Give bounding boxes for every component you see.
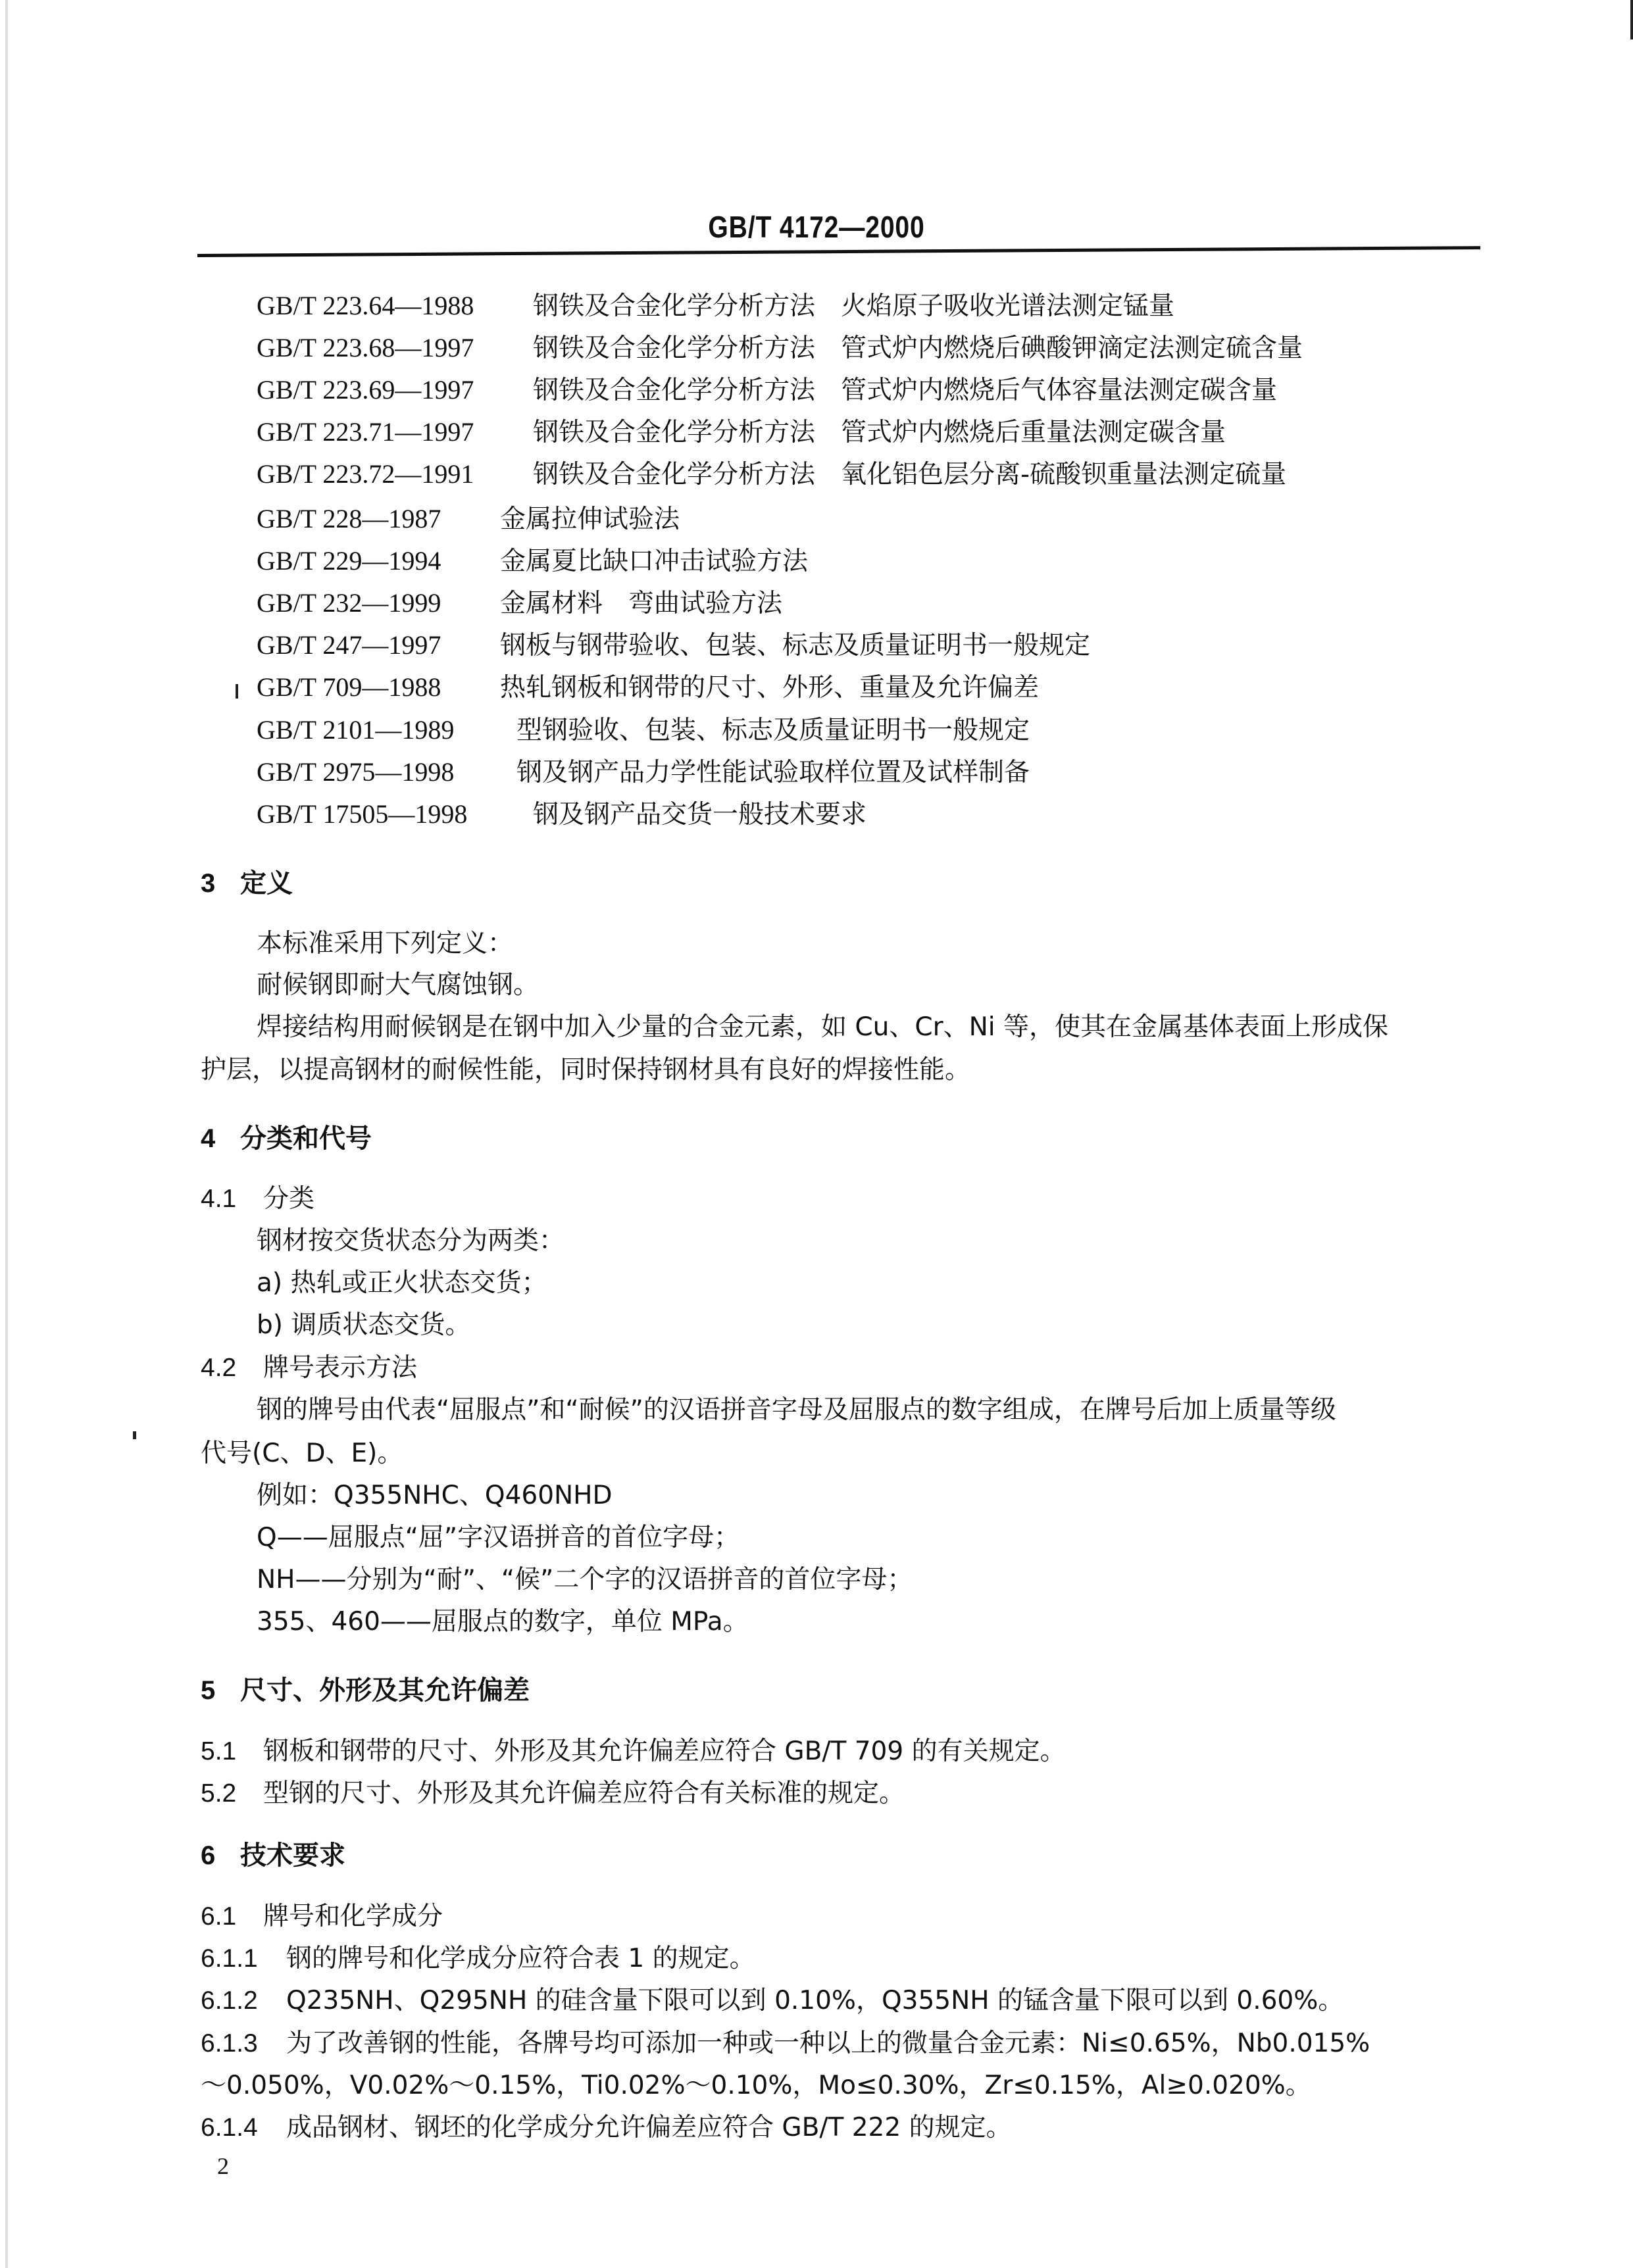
reference-item bbox=[257, 629, 1090, 662]
section-5-2: 5.2 型钢的尺寸、外形及其允许偏差应符合有关标准的规定。 bbox=[201, 1779, 905, 1808]
section-4-2-heading: 4.2 牌号表示方法 bbox=[201, 1353, 418, 1383]
reference-code: GB/T 17505—1998 bbox=[257, 799, 468, 829]
reference-item bbox=[257, 374, 1277, 407]
section-3-paragraph-line-2: 护层，以提高钢材的耐候性能，同时保持钢材具有良好的焊接性能。 bbox=[201, 1055, 971, 1085]
section-4-2-example: 例如：Q355NHC、Q460NHD bbox=[257, 1481, 613, 1510]
standard-number-header: GB/T 4172—2000 bbox=[708, 210, 925, 244]
reference-item bbox=[257, 798, 867, 831]
reference-code: GB/T 223.64—1988 bbox=[257, 291, 474, 320]
scan-speck bbox=[1630, 0, 1633, 39]
reference-code: GB/T 223.72—1991 bbox=[257, 459, 474, 489]
section-3-intro: 本标准采用下列定义： bbox=[257, 929, 514, 958]
section-4-2-paragraph-line-1: 钢的牌号由代表“屈服点”和“耐候”的汉语拼音字母及屈服点的数字组成，在牌号后加上质量等级 bbox=[257, 1395, 1336, 1425]
section-6-1-2: 6.1.2 Q235NH、Q295NH 的硅含量下限可以到 0.10%，Q355NH 的锰含量下限可以到 0.60%。 bbox=[201, 1986, 1344, 2015]
section-4-1-heading: 4.1 分类 bbox=[201, 1184, 315, 1214]
reference-code: GB/T 223.69—1997 bbox=[257, 375, 474, 405]
section-4-2-paragraph-line-2: 代号(C、D、E)。 bbox=[201, 1439, 403, 1468]
reference-item bbox=[257, 503, 680, 536]
section-4-heading: 4 分类和代号 bbox=[201, 1123, 372, 1154]
section-6-1-3-line-1: 6.1.3 为了改善钢的性能，各牌号均可添加一种或一种以上的微量合金元素：Ni≤0.65%，Nb0.015% bbox=[201, 2029, 1370, 2058]
reference-title: 热轧钢板和钢带的尺寸、外形、重量及允许偏差 bbox=[500, 673, 1040, 703]
section-3-definition: 耐候钢即耐大气腐蚀钢。 bbox=[257, 970, 540, 1000]
reference-item bbox=[257, 671, 1039, 704]
reference-item bbox=[257, 289, 1174, 323]
reference-code: GB/T 2975—1998 bbox=[257, 757, 455, 787]
reference-title: 钢及钢产品力学性能试验取样位置及试样制备 bbox=[516, 758, 1030, 787]
reference-title: 金属材料 弯曲试验方法 bbox=[500, 589, 783, 618]
reference-item bbox=[257, 714, 1030, 747]
scan-speck bbox=[133, 1431, 136, 1439]
reference-item bbox=[257, 416, 1226, 449]
definition-q: Q——屈服点“屈”字汉语拼音的首位字母； bbox=[257, 1523, 740, 1552]
reference-code: GB/T 2101—1989 bbox=[257, 715, 455, 745]
reference-code: GB/T 709—1988 bbox=[257, 672, 441, 702]
section-6-1-heading: 6.1 牌号和化学成分 bbox=[201, 1902, 443, 1931]
section-4-1-item-b: b) 调质状态交货。 bbox=[257, 1310, 471, 1340]
scan-edge bbox=[5, 0, 8, 2268]
section-5-heading: 5 尺寸、外形及其允许偏差 bbox=[201, 1675, 530, 1706]
reference-code: GB/T 228—1987 bbox=[257, 504, 441, 533]
section-6-1-1: 6.1.1 钢的牌号和化学成分应符合表 1 的规定。 bbox=[201, 1944, 755, 1973]
page-number: 2 bbox=[217, 2153, 229, 2179]
reference-title: 钢铁及合金化学分析方法 火焰原子吸收光谱法测定锰量 bbox=[533, 291, 1175, 321]
reference-title: 型钢验收、包装、标志及质量证明书一般规定 bbox=[516, 716, 1030, 745]
definition-nh: NH——分别为“耐”、“候”二个字的汉语拼音的首位字母； bbox=[257, 1565, 913, 1594]
section-4-1-intro: 钢材按交货状态分为两类： bbox=[257, 1226, 565, 1256]
reference-title: 金属拉伸试验法 bbox=[500, 505, 680, 534]
reference-title: 金属夏比缺口冲击试验方法 bbox=[500, 547, 809, 576]
reference-code: GB/T 229—1994 bbox=[257, 546, 441, 576]
reference-title: 钢铁及合金化学分析方法 氧化铝色层分离-硫酸钡重量法测定硫量 bbox=[533, 460, 1287, 489]
scan-speck bbox=[236, 684, 238, 699]
reference-item bbox=[257, 332, 1303, 365]
section-6-1-4: 6.1.4 成品钢材、钢坯的化学成分允许偏差应符合 GB/T 222 的规定。 bbox=[201, 2113, 1012, 2142]
reference-title: 钢及钢产品交货一般技术要求 bbox=[533, 800, 867, 829]
section-6-heading: 6 技术要求 bbox=[201, 1840, 345, 1871]
definition-number: 355、460——屈服点的数字，单位 MPa。 bbox=[257, 1607, 749, 1637]
reference-item bbox=[257, 587, 782, 620]
reference-item bbox=[257, 545, 808, 578]
section-4-1-item-a: a) 热轧或正火状态交货； bbox=[257, 1268, 547, 1298]
section-5-1: 5.1 钢板和钢带的尺寸、外形及其允许偏差应符合 GB/T 709 的有关规定。 bbox=[201, 1737, 1066, 1766]
section-6-1-3-line-2: ～0.050%，V0.02%～0.15%，Ti0.02%～0.10%，Mo≤0.30%，Zr≤0.15%，Al≥0.020%。 bbox=[201, 2071, 1311, 2100]
reference-code: GB/T 223.68—1997 bbox=[257, 333, 474, 362]
reference-item bbox=[257, 756, 1030, 789]
reference-title: 钢板与钢带验收、包装、标志及质量证明书一般规定 bbox=[500, 631, 1091, 660]
section-3-heading: 3 定义 bbox=[201, 868, 293, 899]
reference-code: GB/T 247—1997 bbox=[257, 630, 441, 660]
header-rule bbox=[197, 246, 1480, 257]
section-3-paragraph-line-1: 焊接结构用耐候钢是在钢中加入少量的合金元素，如 Cu、Cr、Ni 等，使其在金属基体表面上形成保 bbox=[257, 1012, 1389, 1042]
reference-title: 钢铁及合金化学分析方法 管式炉内燃烧后重量法测定碳含量 bbox=[533, 418, 1226, 447]
reference-item bbox=[257, 458, 1286, 491]
reference-title: 钢铁及合金化学分析方法 管式炉内燃烧后碘酸钾滴定法测定硫含量 bbox=[533, 333, 1303, 363]
reference-code: GB/T 223.71—1997 bbox=[257, 417, 474, 447]
reference-title: 钢铁及合金化学分析方法 管式炉内燃烧后气体容量法测定碳含量 bbox=[533, 376, 1278, 405]
reference-code: GB/T 232—1999 bbox=[257, 588, 441, 618]
